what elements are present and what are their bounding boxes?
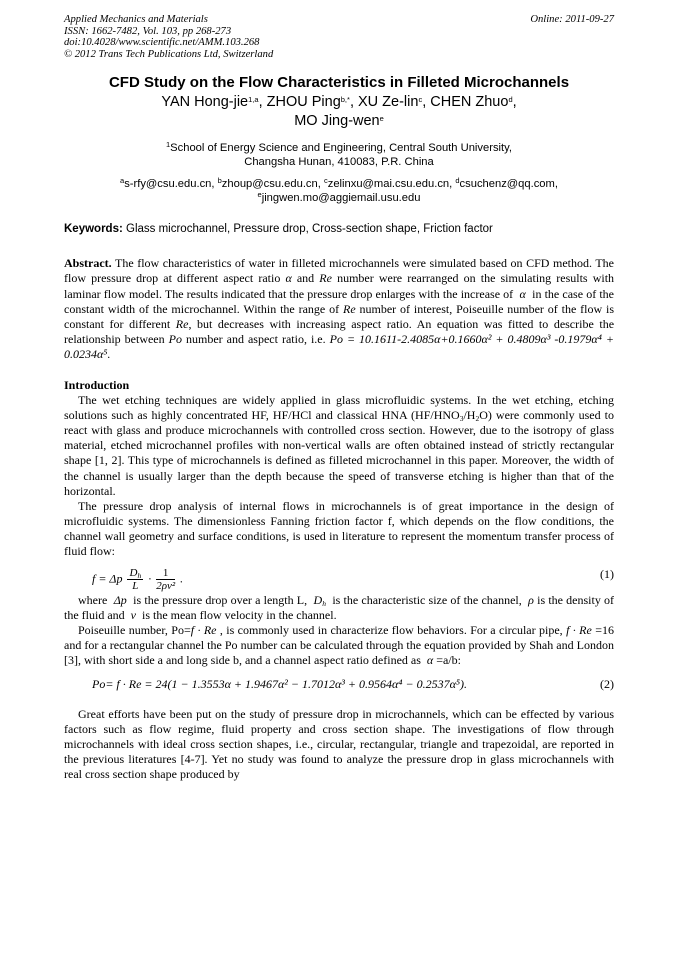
paragraph-text: is the density of the fluid and [64, 593, 615, 623]
email-sup: d [455, 176, 460, 186]
author-name: ZHOU Ping [266, 94, 341, 111]
author-name: XU Ze-lin [358, 94, 419, 111]
affiliation-line2: Changsha Hunan, 410083, P.R. China [244, 156, 434, 169]
abstract-equation: Po = 10.1611-2.4085α+0.1660α² + 0.4809α³ -0.1979α⁴ + 0.0234α⁵. [64, 331, 614, 361]
paragraph-text: O) were commonly used to react with glass and produce microchannels with controlled cross section. However, due to the isotropy of glass material, etched microchannel profiles with non-vertical walls are often obtained instead of strictly rectangular shape [1, 2]. This type of microchannels is defined as filleted microchannel in this paper. Moreover, the width of the channel is usually larger than the depth because the speed of transverse etching is higher than that of the horizontal. [64, 408, 614, 498]
paragraph-text: is the characteristic size of the channel, [332, 593, 522, 608]
abstract-text: in the case of the constant width of the microchannel. Within the range of [64, 286, 615, 316]
author-sup: e [379, 114, 384, 124]
paper-page [64, 14, 614, 782]
equation-1: f = Δp $\frac{D_h}{L}$ · $\frac{1}{\text{2ρv²}}$ . (1) [92, 567, 614, 593]
journal-name: Applied Mechanics and Materials [64, 14, 208, 25]
paper-title: CFD Study on the Flow Characteristics in Filleted Microchannels [108, 74, 570, 92]
email-link[interactable]: zhoup@csu.edu.cn, [221, 178, 321, 191]
paragraph-text: Poiseuille number, Po= [78, 623, 191, 638]
issn-line: ISSN: 1662-7482, Vol. 103, pp 268-273 [64, 25, 232, 37]
paragraph-text: is the mean flow velocity in the channel. [141, 608, 337, 623]
section-heading: Introduction [64, 378, 130, 393]
abstract-text: The flow characteristics of water in filleted microchannels were simulated based on CFD method. The flow pressure drop at different aspect ratio [64, 256, 614, 286]
paragraph-text: , is commonly used in characterize flow behaviors. For a circular pipe, [219, 623, 563, 638]
intro-paragraph: The pressure drop analysis of internal flows in microchannels is of great importance in the design of microfluidic systems. The dimensionless Fanning friction factor f, which depends on the flow conditions, the channel wall geometry and surface conditions, is used in literature to represent the momentum transfer process of fluid flow: [64, 498, 614, 558]
keywords [64, 223, 614, 235]
equation-number: (1) [600, 567, 614, 582]
abstract-text: , but decreases with increasing aspect ratio. An equation was fitted to describe the relationship between [64, 316, 615, 346]
intro-paragraph: Great efforts have been put on the study of pressure drop in microchannels, which can be effected by various factors such as flow regime, fluid property and cross section shape. The investigations of flow through microchannels with ideal cross section shapes, i.e., circular, rectangular, triangle and trapezoidal, are reported in the previous literatures [4-7]. Yet no study was found to analyze the pressure drop in glass microchannels with real cross section shape produced by [64, 706, 614, 781]
author-list: YAN Hong-jie$^{1,a}$, ZHOU Ping$^{b,*}$, XU Ze-lin$^c$, CHEN Zhuo$^d$, MO Jing-wen$^e$ [161, 94, 517, 130]
abstract-label: Abstract. [64, 256, 112, 271]
email-sup: b [217, 176, 222, 186]
author-sup: b,* [340, 95, 350, 105]
online-date: Online: 2011-09-27 [530, 14, 614, 25]
email-link[interactable]: s-rfy@csu.edu.cn, [124, 178, 215, 191]
affiliation-sup: 1 [166, 140, 171, 150]
email-sup: a [120, 176, 125, 186]
author-sup: c [418, 95, 423, 105]
intro-paragraph: where Δp is the pressure drop over a length L, $D_h$ is the characteristic size of the channel, ρ is the density of the fluid and v is the mean flow velocity in the channel. [64, 593, 615, 623]
abstract: Abstract. The flow characteristics of water in filleted microchannels were simulated based on CFD method. The flow pressure drop at different aspect ratio α and Re number were rearranged on the simulating results with laminar flow model. The results indicated that the pressure drop enlarges with the increase of α in the case of the constant width of the microchannel. Within the range of Re number of interest, Poiseuille number of the flow is constant for different Re, but decreases with increasing aspect ratio. An equation was fitted to describe the relationship between Po number and aspect ratio, i.e. Po = 10.1611-2.4085α+0.1660α² + 0.4809α³ -0.1979α⁴ + 0.0234α⁵. [64, 256, 615, 361]
keywords-text: Glass microchannel, Pressure drop, Cross-section shape, Friction factor [126, 223, 493, 236]
author-name: YAN Hong-jie [161, 94, 249, 111]
intro-paragraph: The wet etching techniques are widely applied in glass microfluidic systems. In the wet etching, etching solutions such as highly concentrated HF, HF/HCl and classical HNA $(HF/HNO_3/H_2O)$ were commonly used to react with glass and produce microchannels with controlled cross section. However, due to the isotropy of glass material, etched microchannel profiles with non-vertical walls are often obtained instead of strictly rectangular shape [1, 2]. This type of microchannels is defined as filleted microchannel in this paper. Moreover, the width of the channel is usually larger than the depth because the speed of transverse etching is higher than that of the horizontal. [64, 393, 614, 498]
author-name: MO Jing-wen [294, 113, 380, 130]
doi-line: doi:10.4028/www.scientific.net/AMM.103.268 [64, 37, 260, 49]
copyright-line: © 2012 Trans Tech Publications Ltd, Switzerland [64, 48, 274, 60]
journal-header [64, 14, 614, 60]
abstract-text: and [296, 271, 315, 286]
email-list [64, 177, 614, 205]
abstract-text: number and aspect ratio, i.e. [185, 331, 326, 346]
keywords-label: Keywords: [64, 223, 123, 236]
paragraph-text: =16 and for a rectangular channel the Po number can be calculated through the equation provided by Shah and London [3], with short side a and long side b, and a channel aspect ratio defined as [64, 623, 615, 668]
email-link[interactable]: zelinxu@mai.csu.edu.cn, [327, 178, 453, 191]
affiliation [64, 141, 614, 169]
email-sup: e [257, 190, 262, 200]
equation-2 [64, 669, 614, 703]
email-sup: c [323, 176, 328, 186]
author-sup: 1,a [248, 95, 259, 105]
equation-number: (2) [600, 676, 614, 691]
paragraph-text: The wet etching techniques are widely applied in glass microfluidic systems. In the wet etching, etching solutions such as highly concentrated HF, HF/HCl and classical HNA (HF/HNO [64, 393, 614, 423]
paragraph-text: =a/b: [436, 653, 461, 668]
equation-2-expr: Po= f · Re = 24(1 − 1.3553α + 1.9467α² − 1.7012α³ + 0.9564α⁴ − 0.2537α⁵). [92, 676, 468, 691]
email-link[interactable]: csuchenz@qq.com, [459, 178, 558, 191]
paragraph-text: where [78, 593, 108, 608]
abstract-text: number were rearranged on the simulating results with laminar flow model. The results indicated that the pressure drop enlarges with the increase of [64, 271, 615, 301]
paragraph-text: is the pressure drop over a length L, [133, 593, 308, 608]
intro-paragraph: Poiseuille number, Po=f · Re , is commonly used in characterize flow behaviors. For a circular pipe, f · Re =16 and for a rectangular channel the Po number can be calculated through the equation provided by Shah and London [3], with short side a and long side b, and a channel aspect ratio defined as α =a/b: [64, 623, 615, 668]
author-name: CHEN Zhuo [430, 94, 509, 111]
email-link[interactable]: jingwen.mo@aggiemail.usu.edu [261, 192, 421, 205]
paragraph-text: /H [463, 408, 476, 423]
affiliation-line1: School of Energy Science and Engineering, Central South University, [170, 142, 512, 155]
author-sup: d [508, 95, 513, 105]
abstract-text: number of interest, Poiseuille number of the flow is constant for different [64, 301, 615, 331]
